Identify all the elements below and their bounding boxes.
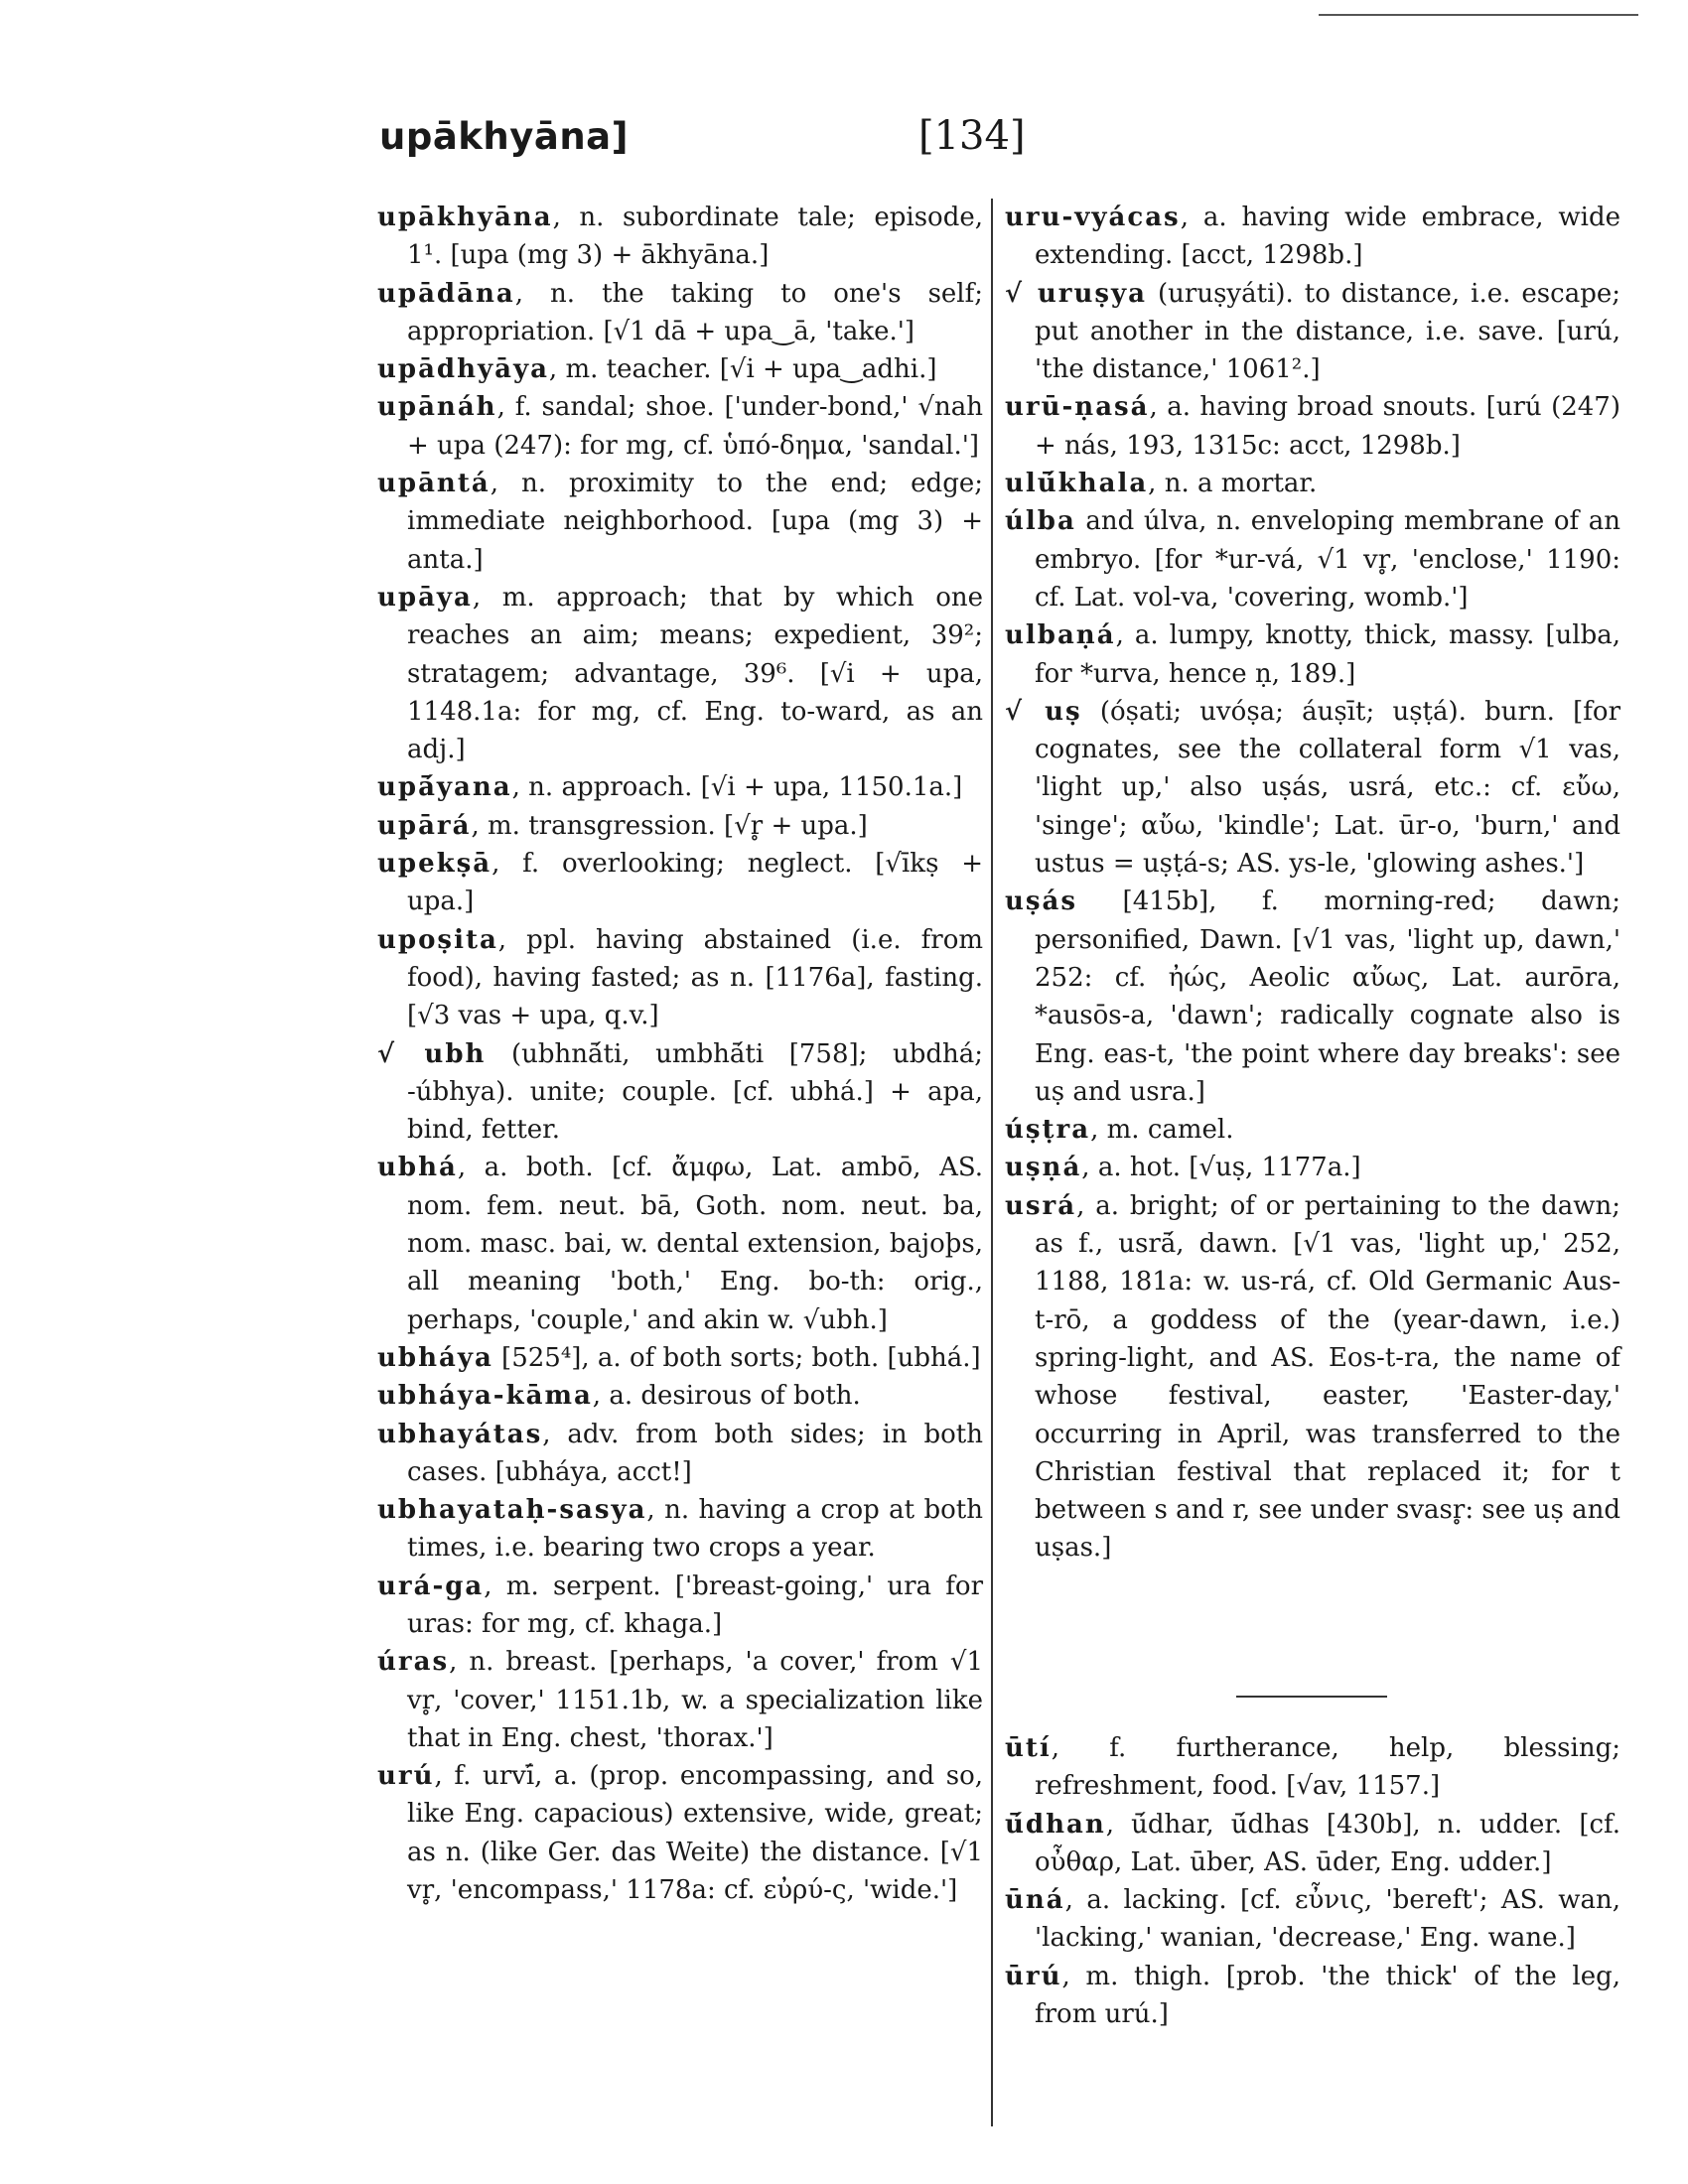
entry-definition: , a. having wide embrace, wide extending. [acct, 1298b.]: [1035, 203, 1620, 271]
entry-definition: , n. subordinate tale; episode, 1¹. [upa (mg 3) + ākhyāna.]: [407, 203, 983, 271]
entry-definition: , a. bright; of or pertaining to the dawn; as f., usrā́, dawn. [√1 vas, 'light up,' 252, 1188, 181a: w. us-rá, cf. Old Germanic Aus-t-rō, a goddess of the (year-dawn, i.e.) spring-light, and AS. Eos-t-ra, the name of whose festival, easter, 'Easter-day,' occurring in April, was transferred to the Christian festival that replaced it; for t between s and r, see under svasr̥: see uṣ and uṣas.]: [1035, 1190, 1620, 1564]
entry-headword: uru-vyácas: [1005, 203, 1181, 232]
entry-headword: uṣṇá: [1005, 1153, 1082, 1183]
entry-headword: ulū́khala: [1005, 469, 1149, 499]
entry-definition: , ū́dhar, ū́dhas [430b], n. udder. [cf. οὖθαρ, Lat. ūber, AS. ūder, Eng. udder.]: [1035, 1809, 1620, 1877]
page-number: [134]: [918, 113, 1026, 159]
entry-headword: upādāna: [377, 278, 515, 309]
entry-headword: usrá: [1005, 1190, 1077, 1221]
dictionary-entry: [1005, 1729, 1620, 1806]
entry-headword: upekṣā: [377, 849, 492, 880]
entry-headword: ūtí: [1005, 1733, 1052, 1763]
entry-definition: , a. desirous of both.: [592, 1381, 861, 1412]
entry-headword: ūrú: [1005, 1961, 1062, 1991]
entry-headword: ū́dhan: [1005, 1809, 1106, 1840]
dictionary-entry: [377, 1377, 983, 1415]
entry-headword: upādhyāya: [377, 354, 549, 385]
dictionary-entry: [377, 807, 983, 845]
entry-definition: [525⁴], a. of both sorts; both. [ubhá.]: [492, 1342, 981, 1373]
entry-definition: , n. proximity to the end; edge; immediate neighborhood. [upa (mg 3) + anta.]: [407, 469, 983, 575]
dictionary-entry: [377, 199, 983, 275]
entry-definition: , a. lacking. [cf. εὖνις, 'bereft'; AS. wan, 'lacking,' wanian, 'decrease,' Eng. wane.]: [1035, 1885, 1620, 1954]
dictionary-entry: [377, 388, 983, 465]
dictionary-entry: [377, 1339, 983, 1377]
left-column: [377, 199, 983, 1909]
column-divider: [991, 199, 993, 2126]
entry-headword: ūná: [1005, 1885, 1065, 1916]
entry-headword: úras: [377, 1647, 450, 1678]
entry-headword: upārá: [377, 810, 472, 841]
dictionary-entry: [377, 465, 983, 579]
entry-headword: ubhayátas: [377, 1419, 543, 1449]
entry-definition: , a. having broad snouts. [urú (247) + nás, 193, 1315c: acct, 1298b.]: [1035, 392, 1620, 461]
dictionary-entry: [1005, 883, 1620, 1111]
dictionary-entry: [1005, 465, 1620, 502]
entry-definition: , adv. from both sides; in both cases. [ubháya, acct!]: [407, 1419, 983, 1487]
entry-definition: , m. transgression. [√r̥ + upa.]: [471, 810, 868, 841]
dictionary-entry: [1005, 502, 1620, 616]
dictionary-entry: [1005, 1958, 1620, 2034]
dictionary-entry: [377, 1416, 983, 1492]
dictionary-entry: [377, 1568, 983, 1644]
entry-headword: upāya: [377, 582, 473, 613]
entry-definition: (óṣati; uvóṣa; áuṣīt; uṣṭá). burn. [for cognates, see the collateral form √1 vas, 'light up,' also uṣás, usrá, etc.: cf. εὔω, 'singe'; αὔω, 'kindle'; Lat. ūr-o, 'burn,' and ustus = uṣṭá-s; AS. ys-le, 'glowing ashes.']: [1035, 696, 1620, 880]
section-divider: [1236, 1696, 1387, 1698]
entry-definition: , f. sandal; shoe. ['under-bond,' √nah + upa (247): for mg, cf. ὑπό-δημα, 'sandal.']: [407, 392, 983, 461]
entry-headword: upāntá: [377, 469, 491, 499]
entry-headword: úlba: [1005, 506, 1076, 537]
entry-definition: , a. both. [cf. ἄμφω, Lat. ambō, AS. nom. fem. neut. bā, Goth. nom. neut. ba, nom. masc. bai, w. dental extension, bajoþs, all meaning 'both,' Eng. bo-th: orig., perhaps, 'couple,' and akin w. √ubh.]: [407, 1153, 983, 1335]
entry-definition: , a. hot. [√uṣ, 1177a.]: [1081, 1153, 1361, 1183]
entry-headword: √ uruṣya: [1005, 278, 1147, 309]
entry-headword: urū-ṇasá: [1005, 392, 1150, 423]
dictionary-entry: [377, 768, 983, 806]
entry-definition: , n. a mortar.: [1148, 469, 1318, 499]
entry-definition: , n. breast. [perhaps, 'a cover,' from √1 vr̥, 'cover,' 1151.1b, w. a specialization like that in Eng. chest, 'thorax.']: [407, 1647, 983, 1753]
entry-definition: , ppl. having abstained (i.e. from food), having fasted; as n. [1176a], fasting. [√3 vas + upa, q.v.]: [407, 924, 983, 1031]
dictionary-entry: [1005, 388, 1620, 465]
entry-headword: úṣṭra: [1005, 1115, 1091, 1146]
entry-headword: upā́yana: [377, 772, 512, 803]
entry-definition: , n. the taking to one's self; appropriation. [√1 dā + upa‿ā, 'take.']: [407, 278, 983, 346]
dictionary-entry: [377, 921, 983, 1035]
entry-definition: , n. having a crop at both times, i.e. bearing two crops a year.: [407, 1495, 983, 1564]
entry-definition: (uruṣyáti). to distance, i.e. escape; put another in the distance, i.e. save. [urú, 'the distance,' 1061².]: [1035, 278, 1620, 385]
entry-headword: ubháya: [377, 1342, 493, 1373]
dictionary-entry: [1005, 1111, 1620, 1149]
right-column: [1005, 199, 1620, 1568]
dictionary-entry: [1005, 1149, 1620, 1186]
entry-definition: , f. furtherance, help, blessing; refreshment, food. [√av, 1157.]: [1035, 1733, 1620, 1802]
top-rule: [1319, 14, 1638, 16]
dictionary-entry: [377, 1757, 983, 1909]
dictionary-entry: [1005, 199, 1620, 275]
entry-headword: ubhá: [377, 1153, 458, 1183]
entry-definition: , f. overlooking; neglect. [√īkṣ + upa.]: [407, 849, 983, 917]
entry-headword: √ uṣ: [1005, 696, 1082, 727]
entry-headword: √ ubh: [377, 1038, 487, 1069]
entry-definition: , m. teacher. [√i + upa‿adhi.]: [548, 354, 937, 385]
entry-definition: , f. urvī́, a. (prop. encompassing, and so, like Eng. capacious) extensive, wide, great; as n. (like Ger. das Weite) the distance. [√1 vr̥, 'encompass,' 1178a: cf. εὐρύ-ς, 'wide.']: [407, 1761, 983, 1906]
dictionary-entry: [377, 845, 983, 921]
entry-definition: , n. approach. [√i + upa, 1150.1a.]: [511, 772, 963, 803]
entry-definition: , m. thigh. [prob. 'the thick' of the leg, from urú.]: [1035, 1961, 1620, 2030]
entry-headword: urú: [377, 1761, 435, 1792]
dictionary-entry: [1005, 693, 1620, 883]
dictionary-entry: [377, 1643, 983, 1757]
entry-headword: upānáh: [377, 392, 497, 423]
dictionary-entry: [1005, 275, 1620, 389]
entry-definition: (ubhnā́ti, umbhā́ti [758]; ubdhá; -úbhya). unite; couple. [cf. ubhá.] + apa, bind, fetter.: [407, 1038, 983, 1146]
entry-definition: , m. approach; that by which one reaches an aim; means; expedient, 39²; stratagem; advantage, 39⁶. [√i + upa, 1148.1a: for mg, cf. Eng. to-ward, as an adj.]: [407, 582, 983, 765]
entry-headword: urá-ga: [377, 1570, 485, 1601]
dictionary-entry: [377, 275, 983, 351]
dictionary-entry: [1005, 616, 1620, 693]
entry-definition: , a. lumpy, knotty, thick, massy. [ulba, for *urva, hence ṇ, 189.]: [1035, 620, 1620, 689]
dictionary-entry: [1005, 1187, 1620, 1568]
dictionary-entry: [1005, 1806, 1620, 1882]
entry-headword: upākhyāna: [377, 203, 553, 232]
dictionary-entry: [377, 1149, 983, 1338]
dictionary-entry: [377, 579, 983, 768]
dictionary-entry: [377, 1035, 983, 1150]
entry-headword: ulbaṇá: [1005, 620, 1116, 651]
entry-headword: ubháya-kāma: [377, 1381, 593, 1412]
entry-definition: [415b], f. morning-red; dawn; personified, Dawn. [√1 vas, 'light up, dawn,' 252: cf. ἠώς, Aeolic αὔως, Lat. aurōra, *ausōs-a, 'dawn'; radically cognate also is Eng. eas-t, 'the point where day breaks': see uṣ and usra.]: [1035, 887, 1620, 1107]
entry-definition: , m. camel.: [1090, 1115, 1234, 1146]
dictionary-entry: [377, 1491, 983, 1568]
right-column-u-section: [1005, 1729, 1620, 2033]
dictionary-entry: [377, 350, 983, 388]
entry-definition: , m. serpent. ['breast-going,' ura for uras: for mg, cf. khaga.]: [407, 1570, 983, 1639]
dictionary-entry: [1005, 1881, 1620, 1958]
entry-headword: ubhayataḥ-sasya: [377, 1495, 647, 1526]
entry-definition: and úlva, n. enveloping membrane of an embryo. [for *ur-vá, √1 vr̥, 'enclose,' 1190: cf. Lat. vol-va, 'covering, womb.']: [1035, 506, 1620, 613]
running-head: upākhyāna]: [379, 115, 630, 158]
entry-headword: upoṣita: [377, 924, 498, 955]
entry-headword: uṣás: [1005, 887, 1078, 917]
